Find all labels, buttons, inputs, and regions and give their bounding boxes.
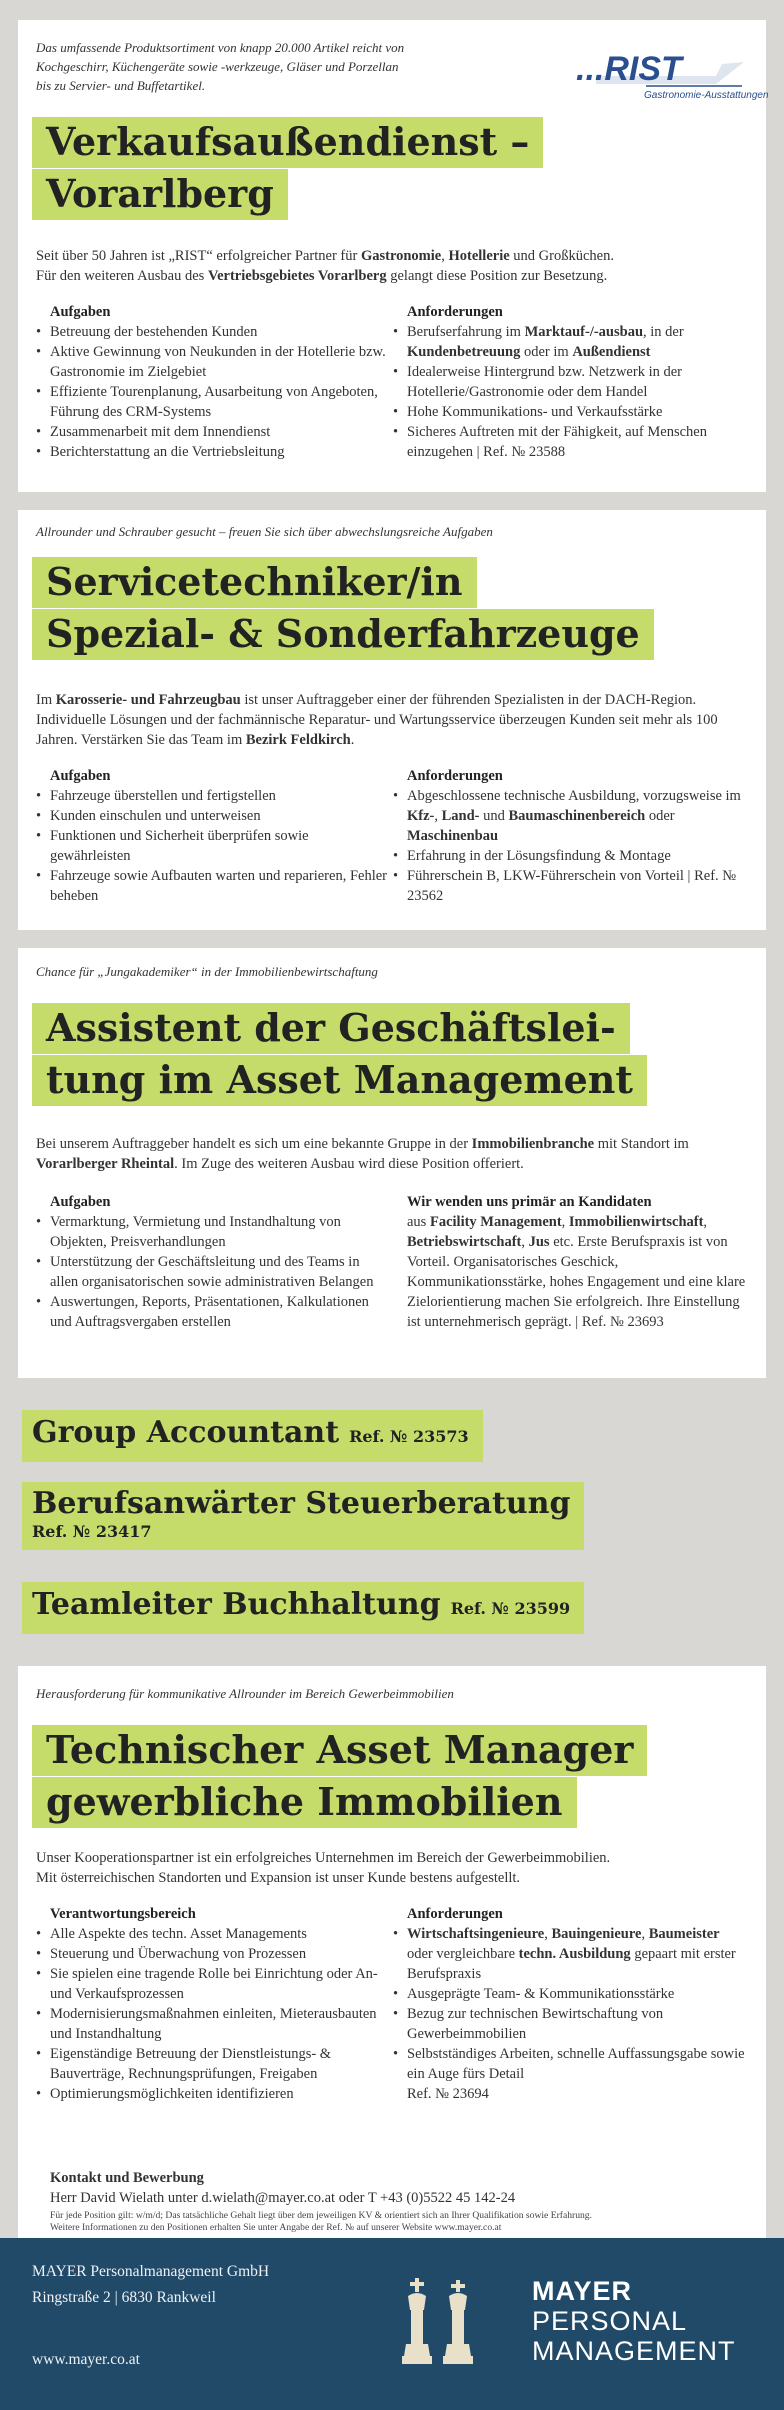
responsibilities-list xyxy=(36,1924,391,2104)
text-bold: Kundenbetreuung xyxy=(407,344,521,360)
tasks-column xyxy=(36,766,391,906)
text: . xyxy=(350,732,355,748)
text: und xyxy=(479,808,509,824)
job-title-line: Technischer Asset Manager xyxy=(32,1725,647,1776)
column-heading: Aufgaben xyxy=(50,1194,111,1210)
list-item: • Kunden einschulen und unterweisen xyxy=(36,806,391,826)
list-item: • Erfahrung in der Lösungsfindung & Montage xyxy=(393,846,748,866)
job-title-line: Servicetechniker/in xyxy=(32,557,477,608)
short-job-ref: Ref. № 23599 xyxy=(450,1599,571,1618)
text-bold: Gastronomie xyxy=(360,248,442,264)
footer xyxy=(0,2238,784,2410)
text: und Großküchen. xyxy=(509,248,614,264)
list-item: • Hohe Kommunikations- und Verkaufsstärke xyxy=(393,402,748,422)
text-bold: Immobilienbranche xyxy=(471,1136,595,1152)
company-name: MAYER Personalmanagement GmbH xyxy=(32,2263,270,2280)
intro-line: bis zu Servier- und Buffetartikel. xyxy=(36,78,206,93)
logo-line: PERSONAL xyxy=(532,2306,688,2336)
list-item: • Vermarktung, Vermietung und Instandhaltung von Objekten, Preisverhandlungen xyxy=(36,1212,391,1252)
text: , xyxy=(561,1214,569,1230)
text: Im xyxy=(36,692,56,708)
requirements-column xyxy=(393,1904,748,2104)
logo-line: MANAGEMENT xyxy=(532,2336,736,2366)
text: . Im Zuge des weiteren Ausbau wird diese Position offeriert. xyxy=(174,1156,524,1172)
list-item: • Auswertungen, Reports, Präsentationen, Kalkulationen und Auftragsvergaben erstellen xyxy=(36,1292,391,1332)
column-heading: Wir wenden uns primär an Kandidaten xyxy=(407,1194,652,1210)
ad-intro xyxy=(36,38,506,95)
list-item: • Selbstständiges Arbeiten, schnelle Auffassungsgabe sowie ein Auge fürs Detail xyxy=(393,2044,748,2084)
rist-logo-subtitle: Gastronomie-Ausstattungen xyxy=(644,90,769,101)
short-job-title: Teamleiter Buchhaltung xyxy=(32,1587,441,1622)
job-ad-teamleiter-buchhaltung xyxy=(22,1582,584,1634)
job-ad-group-accountant xyxy=(22,1410,483,1462)
text-bold: Facility Management xyxy=(429,1214,562,1230)
job-ad-berufsanwaerter xyxy=(22,1482,584,1550)
text-bold: Wirtschaftsingenieure xyxy=(407,1926,545,1942)
column-heading: Anforderungen xyxy=(407,304,503,320)
list-item: • Unterstützung der Geschäftsleitung und des Teams in allen organisatorischen sowie administrativen Belangen xyxy=(36,1252,391,1292)
list-item: • Führerschein B, LKW-Führerschein von Vorteil | Ref. № 23562 xyxy=(393,866,748,906)
job-title-line: Spezial- & Sonderfahrzeuge xyxy=(32,609,654,660)
text: Seit über 50 Jahren ist „RIST“ erfolgreicher Partner für xyxy=(36,248,361,264)
job-columns xyxy=(36,302,748,462)
list-item: • Fahrzeuge überstellen und fertigstellen xyxy=(36,786,391,806)
list-item: • Sie spielen eine tragende Rolle bei Einrichtung oder An- und Verkaufsprozessen xyxy=(36,1964,391,2004)
job-description xyxy=(36,690,748,750)
text-bold: Karosserie- und Fahrzeugbau xyxy=(55,692,241,708)
list-item: • Ausgeprägte Team- & Kommunikationsstärke xyxy=(393,1984,748,2004)
text-bold: Betriebswirtschaft xyxy=(407,1234,522,1250)
text-bold: Außendienst xyxy=(572,344,651,360)
contact-heading: Kontakt und Bewerbung xyxy=(50,2170,204,2186)
list-item: • Bezug zur technischen Bewirtschaftung von Gewerbeimmobilien xyxy=(393,2004,748,2044)
text-bold: Baumaschinenbereich xyxy=(508,808,646,824)
text: oder im xyxy=(520,344,573,360)
chess-king-icon xyxy=(398,2276,508,2376)
text-bold: Jus xyxy=(528,1234,550,1250)
list-item: • Steuerung und Überwachung von Prozessen xyxy=(36,1944,391,1964)
contact-line: Herr David Wielath unter d.wielath@mayer.co.at oder T +43 (0)5522 45 142-24 xyxy=(50,2190,516,2206)
list-item xyxy=(393,322,748,362)
tasks-list xyxy=(36,322,391,462)
job-ad-servicetechniker xyxy=(18,510,766,930)
list-item: • Optimierungsmöglichkeiten identifizieren xyxy=(36,2084,391,2104)
text-bold: Maschinenbau xyxy=(407,828,499,844)
fineprint-line: Weitere Informationen zu den Positionen erhalten Sie unter Angabe der Ref. № auf unserer Website www.mayer.co.at xyxy=(50,2222,502,2233)
list-item: • Berichterstattung an die Vertriebsleitung xyxy=(36,442,391,462)
job-title-line: Vorarlberg xyxy=(32,169,288,220)
chess-pieces-icon xyxy=(398,2276,508,2376)
list-item xyxy=(393,786,748,846)
job-title-line: gewerbliche Immobilien xyxy=(32,1777,577,1828)
job-columns xyxy=(36,1904,748,2104)
list-item: • Eigenständige Betreuung der Dienstleistungs- & Bauverträge, Rechnungsprüfungen, Freigaben xyxy=(36,2044,391,2084)
text: , xyxy=(434,808,442,824)
text-bold: Kfz- xyxy=(407,808,435,824)
ad-intro: Chance für „Jungakademiker“ in der Immobilienbewirtschaftung xyxy=(36,964,378,979)
text-bold: Land- xyxy=(441,808,480,824)
text: , xyxy=(703,1214,708,1230)
logo-line: MAYER xyxy=(532,2276,633,2306)
list-item: • Funktionen und Sicherheit überprüfen sowie gewährleisten xyxy=(36,826,391,866)
text-bold: Marktauf-/-ausbau xyxy=(524,324,644,340)
job-ad-assistent-asset-management xyxy=(18,948,766,1378)
tasks-column xyxy=(36,302,391,462)
company-website[interactable]: www.mayer.co.at xyxy=(32,2351,140,2368)
text: aus xyxy=(407,1214,430,1230)
text: Für den weiteren Ausbau des xyxy=(36,268,208,284)
job-columns xyxy=(36,766,748,906)
job-title xyxy=(32,116,732,220)
text: etc. Erste Berufspraxis ist von Vorteil. Organisatorisches Geschick, Kommunikationsstärke, hohes Engagement und eine klare Zielorientierung machen Sie erfolgreich. Ihre Einstellung ist unternehmerisch geprägt. | Ref. № 23693 xyxy=(407,1234,746,1330)
text-bold: Hotellerie xyxy=(448,248,510,264)
text: , in der xyxy=(643,324,684,340)
text: Mit österreichischen Standorten und Expansion ist unser Kunde bestens aufgestellt. xyxy=(36,1870,521,1886)
rist-logo xyxy=(566,42,769,102)
text-bold: Baumeister xyxy=(648,1926,720,1942)
list-item: • Betreuung der bestehenden Kunden xyxy=(36,322,391,342)
column-heading: Anforderungen xyxy=(407,1906,503,1922)
fineprint-line: Für jede Position gilt: w/m/d; Das tatsächliche Gehalt liegt über dem jeweiligen KV & orientiert sich an Ihrer Qualifikation sowie Erfahrung. xyxy=(50,2210,592,2221)
text: Bei unserem Auftraggeber handelt es sich um eine bekannte Gruppe in der xyxy=(36,1136,472,1152)
text: , xyxy=(521,1234,529,1250)
text: gelangt diese Position zur Besetzung. xyxy=(386,268,608,284)
job-title-line: Assistent der Geschäftslei- xyxy=(32,1003,630,1054)
text: Berufserfahrung im xyxy=(407,324,525,340)
job-ref: Ref. № 23694 xyxy=(407,2086,489,2102)
text: oder xyxy=(645,808,675,824)
requirements-list xyxy=(393,786,748,906)
job-title-line: tung im Asset Management xyxy=(32,1055,647,1106)
tasks-list xyxy=(36,786,391,906)
requirements-list xyxy=(393,322,748,462)
text: oder vergleichbare xyxy=(407,1946,519,1962)
job-columns xyxy=(36,1192,748,1332)
tasks-list xyxy=(36,1212,391,1332)
text-bold: techn. Ausbildung xyxy=(518,1946,631,1962)
list-item: • Effiziente Tourenplanung, Ausarbeitung von Angeboten, Führung des CRM-Systems xyxy=(36,382,391,422)
rist-logo-text: ...RIST xyxy=(576,50,682,88)
candidates-column xyxy=(393,1192,748,1332)
list-item: • Zusammenarbeit mit dem Innendienst xyxy=(36,422,391,442)
text: Unser Kooperationspartner ist ein erfolgreiches Unternehmen im Bereich der Gewerbeimmobilien. xyxy=(36,1850,611,1866)
job-title xyxy=(32,1724,752,1828)
list-item: • Fahrzeuge sowie Aufbauten warten und reparieren, Fehler beheben xyxy=(36,866,391,906)
text: mit Standort im xyxy=(594,1136,689,1152)
short-job-title: Group Accountant xyxy=(32,1415,340,1450)
responsibilities-column xyxy=(36,1904,391,2104)
column-heading: Verantwortungsbereich xyxy=(50,1906,196,1922)
mayer-logo xyxy=(532,2276,736,2366)
list-item: • Sicheres Auftreten mit der Fähigkeit, auf Menschen einzugehen | Ref. № 23588 xyxy=(393,422,748,462)
job-description xyxy=(36,246,748,286)
text-bold: Bezirk Feldkirch xyxy=(245,732,351,748)
list-item: • Modernisierungsmaßnahmen einleiten, Mieterausbauten und Instandhaltung xyxy=(36,2004,391,2044)
job-title xyxy=(32,556,752,660)
text-bold: Vorarlberger Rheintal xyxy=(36,1156,175,1172)
text: , xyxy=(641,1926,649,1942)
text-bold: Immobilienwirtschaft xyxy=(568,1214,704,1230)
intro-line: Kochgeschirr, Küchengeräte sowie -werkzeuge, Gläser und Porzellan xyxy=(36,59,399,74)
requirements-column xyxy=(393,766,748,906)
text: , xyxy=(544,1926,552,1942)
tasks-column xyxy=(36,1192,391,1332)
ad-intro: Herausforderung für kommunikative Allrounder im Bereich Gewerbeimmobilien xyxy=(36,1686,454,1701)
short-job-ref: Ref. № 23417 xyxy=(32,1522,152,1541)
list-item xyxy=(393,1924,748,1984)
text: gepaart mit erster Berufspraxis xyxy=(407,1946,736,1982)
rist-logo-graphic xyxy=(566,42,769,102)
job-description xyxy=(36,1134,748,1174)
contact-section xyxy=(18,2146,766,2238)
candidates-text xyxy=(393,1212,748,1332)
text-bold: Vertriebsgebietes Vorarlberg xyxy=(207,268,387,284)
list-item: • Idealerweise Hintergrund bzw. Netzwerk in der Hotellerie/Gastronomie oder dem Handel xyxy=(393,362,748,402)
text: , xyxy=(441,248,449,264)
text: ist unser Auftraggeber einer der führenden Spezialisten in der DACH-Region. Individuelle Lösungen und der fachmännische Reparatur- und Wartungsservice überzeugen Kunden seit mehr als 100 Jahren. Verstärken Sie das Team im xyxy=(36,692,718,748)
list-item: • Alle Aspekte des techn. Asset Managements xyxy=(36,1924,391,1944)
ad-intro: Allrounder und Schrauber gesucht – freuen Sie sich über abwechslungsreiche Aufgaben xyxy=(36,524,493,539)
short-job-ref: Ref. № 23573 xyxy=(349,1427,469,1446)
job-title-line: Verkaufsaußendienst – xyxy=(32,117,543,168)
requirements-list xyxy=(393,1924,748,2084)
company-address: Ringstraße 2 | 6830 Rankweil xyxy=(32,2289,216,2306)
intro-line: Das umfassende Produktsortiment von knapp 20.000 Artikel reicht von xyxy=(36,40,405,55)
contact-fineprint xyxy=(50,2210,592,2234)
short-job-title: Berufsanwärter Steuerberatung xyxy=(32,1486,571,1521)
text-bold: Bauingenieure xyxy=(551,1926,642,1942)
requirements-column xyxy=(393,302,748,462)
column-heading: Aufgaben xyxy=(50,304,111,320)
text: Abgeschlossene technische Ausbildung, vorzugsweise im xyxy=(407,788,741,804)
column-heading: Anforderungen xyxy=(407,768,503,784)
job-ad-verkaufsaussendienst xyxy=(18,20,769,492)
job-title xyxy=(32,1002,752,1106)
list-item: • Aktive Gewinnung von Neukunden in der Hotellerie bzw. Gastronomie im Zielgebiet xyxy=(36,342,391,382)
column-heading: Aufgaben xyxy=(50,768,111,784)
job-description xyxy=(36,1848,748,1888)
